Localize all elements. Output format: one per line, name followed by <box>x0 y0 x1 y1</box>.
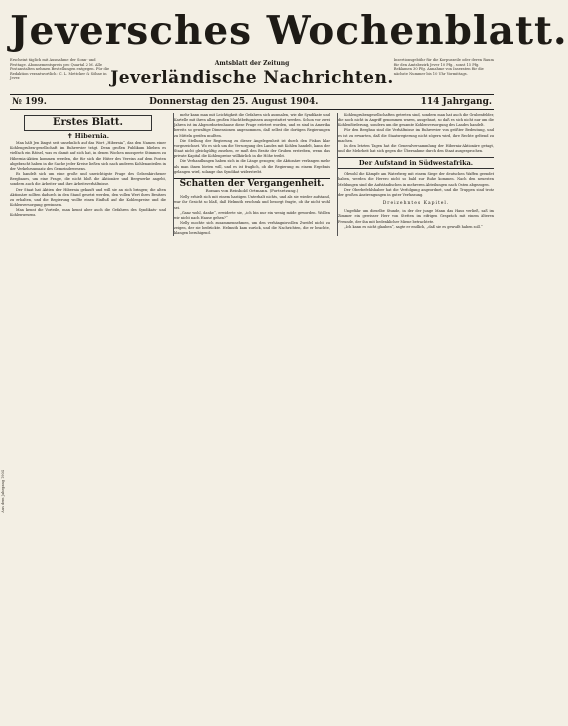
paragraph: mehr kann man mit Leichtigkeit die Gefahren sich ausmalen, wie die Syndikate und Kartelle mit ihren allzu großen Machtbefugnissen ausgestattet werden. Schon vor zwei Jahren ist im Abgeordnetenhause diese Frage erörtert worden, und es sind in Amerika bereits so gewaltige Dimensionen angenommen, daß selbst die dortigen Regierungen zu Mitteln greifen mußten. <box>174 113 330 138</box>
issue-date: Donnerstag den 25. August 1904. <box>149 97 319 107</box>
column-2 <box>173 113 330 236</box>
paragraph: Obwohl die Kämpfe am Waterberg mit einem Siege der deutschen Waffen geendet haben, werden die Herero nicht so bald zur Ruhe kommen. Nach den neuesten Meldungen sind die Aufständischen in mehreren Abteilungen nach Osten abgezogen. <box>338 172 494 187</box>
margin-note: Aus dem Jahrgang 1904 <box>1 470 5 513</box>
masthead-title: Jeversches Wochenblatt. <box>10 8 568 54</box>
column-3 <box>337 113 494 236</box>
paragraph: Nelly mochte sich zusammennehmen, um den verhängnisvollen Zweifel nicht zu zeigen, der sie bedrückte. Helmuth kam zurück, und die Nachrichten, die er brachte, klangen beruhigend. <box>174 220 330 236</box>
feuilleton-title: Schatten der Vergangenheit. <box>179 178 325 189</box>
chapter-heading: Dreizehntes Kapitel. <box>382 201 450 207</box>
issue-bar <box>10 94 494 110</box>
paragraph: Ungefähr um dieselbe Stunde, in der der junge Mann das Haus verließ, saß im Zimmer ein gewisser Herr von Stetten im eifrigen Gespräch mit einem älteren Freunde, der ihn mit bedenklicher Miene betrachtete. <box>338 209 494 224</box>
paragraph: Man hält Jen längst seit unsehnlich auf das Wort „Hibernia“, das den Namen einer Kohlengruben-gesellschaft im Ruhrrevier trägt. Denn großen Publikum blieben es vielfach ein Rätsel, was es damit auf sich hat, in denen Wochen mussperte Stimmen zu Hibernia-Aktien kommen werden, die für sich die Hüter des Vereins auf dem Posten abgebracht haben in die Sache jeder Kreise ließen sich nach anderen Kohlenanteilen in der Verkehrsumsatz des Gemeindewesens. <box>10 141 166 171</box>
paragraph: „Ich kann es nicht glauben“, sagte er endlich, „daß sie es gewußt haben soll.“ <box>344 224 483 229</box>
paragraph: „Ganz wohl, danke“, erwiderte sie, „ich bin nur ein wenig müde geworden. Wollen wir nicht nach Hause gehen?“ <box>174 210 330 220</box>
issue-year: 114 Jahrgang. <box>420 97 492 107</box>
paragraph: Der Staat hat Aktien der Hibernia gekauft und will sie an sich bringen; die alten Aktionäre sollten dadurch in den Stand gesetzt werden, den vollen Wert ihres Besitzes zu erhalten, und die Regierung wollte einen Einfluß auf die Kohlenpreise und die Kohlenversorgung gewinnen. <box>10 187 166 208</box>
paragraph: Nelly erhielt sich mit einem hastigen Unterhalt nichts, und als sie wieder aufstand, war ihr Gesicht so blaß, daß Helmuth erschrak und besorgt fragte, ob ihr nicht wohl sei. <box>174 195 330 210</box>
paragraph: Kohlengrubengesellschaften getreten sind, sondern man hat auch die Grubenfelder, die noch nicht in Angriff genommen waren, ausgebaut, so daß es sich nicht nur um die Kohlenförderung, sondern um die gesamte Kohlenversorgung des Landes handelt. <box>338 113 494 128</box>
paragraph: In den letzten Tagen hat die Generalversammlung der Hibernia-Aktionäre getagt, und die Mehrheit hat sich gegen die Übernahme durch den Staat ausgesprochen. <box>338 143 494 154</box>
paragraph: Der Oberbefehlshaber hat die Verfolgung angeordnet, und die Truppen sind trotz der großen Anstrengungen in guter Verfassung. <box>338 187 494 197</box>
blatt-label: Amtsblatt der Zeitung <box>214 60 290 67</box>
paragraph: Für den Bergbau sind die Verhältnisse im Ruhrrevier von größter Bedeutung, und es ist zu erwarten, daß die Staatsregierung nicht zögern wird, ihre Rechte geltend zu machen. <box>338 128 494 143</box>
feuilleton-author: Roman von Reinhold Ortmann. (Fortsetzung.) <box>205 188 299 194</box>
article-title: ✝ Hibernia. <box>66 132 110 140</box>
column-1 <box>10 113 166 236</box>
issue-number: № 199. <box>12 97 47 107</box>
paragraph: Es handelt sich um eine große und unwichtigste Frage des Gelsenkirchener Bergbaues, um eine Frage, die nicht bloß die Aktionäre und Bergwerke angeht, sondern auch die Arbeiter und ihre Arbeitsverhältnisse. <box>10 172 166 187</box>
news-box-title: Der Aufstand in Südwestafrika. <box>338 157 494 169</box>
subtitle: Jeverländische Nachrichten. <box>110 68 394 88</box>
right-info: Insertionsgebühr für die Korpuszeile oder deren Raum für den Amtsbezirk Jever 10 Pfg., sonst 15 Pfg. Reklamen 30 Pfg. Annahme von Inseraten für die nächste Nummer bis 10 Uhr Vormittags. <box>393 58 494 76</box>
paragraph: Die Stellung der Regierung zu dieser Angelegenheit ist durch den Fiskus klar vorgezeichnet. Wo es sich um die Versorgung des Landes mit Kohlen handelt, kann der Staat nicht gleichgültig zusehen, er muß den Besitz der Gruben erstreben, wenn das private Kapital die Kohlenpreise willkürlich in die Höhe treibt. <box>174 138 330 159</box>
left-info: Erscheint täglich mit Ausnahme der Sonn- und Festtage. Abonnementspreis pro Quartal 2 M. Alle Postanstalten nehmen Bestellungen entgegen. Für die Redaktion verantwortlich: C. L. Mettcker & Söhne in Jever. <box>10 58 110 81</box>
paragraph: Man kennt die Vorteile, man kennt aber auch die Gefahren des Syndikats- und Kohlenwesens. <box>10 208 166 218</box>
paragraph: Die Verhandlungen haben sich in die Länge gezogen; die Aktionäre verlangen mehr als man ihnen bieten will, und es ist fraglich, ob die Regierung zu einem Ergebnis gelangen wird, solange das Syndikat widerstrebt. <box>174 159 330 174</box>
section-heading: Erstes Blatt. <box>24 115 152 131</box>
subtitle-block <box>110 58 394 88</box>
masthead-subrow <box>10 58 494 94</box>
columns <box>10 113 494 236</box>
